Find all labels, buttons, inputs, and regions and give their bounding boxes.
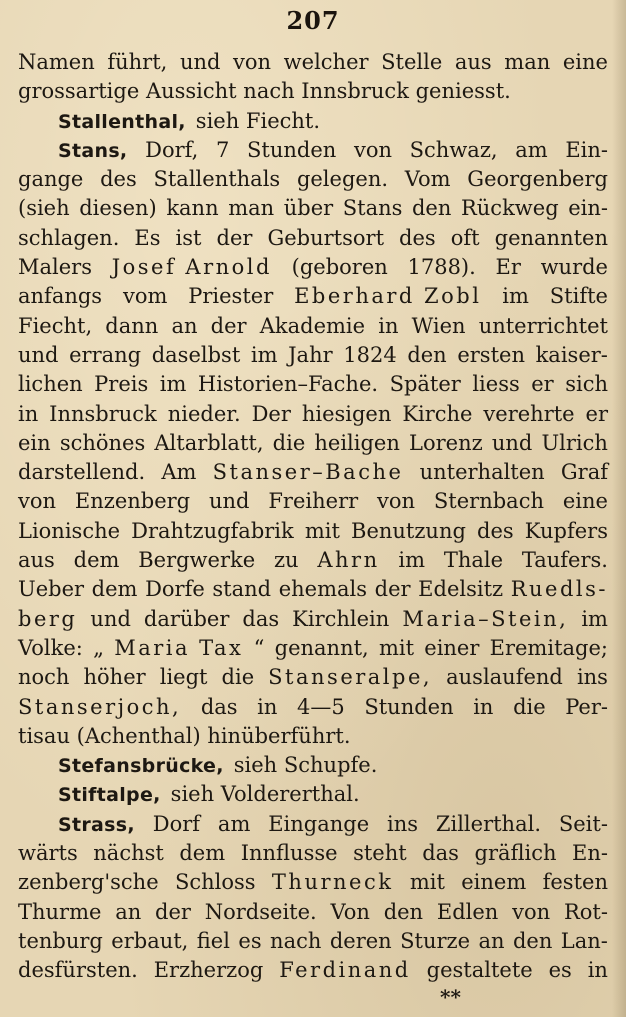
word: Er: [495, 255, 521, 280]
entry-headword: Stiftalpe,: [58, 784, 161, 807]
word: anfangs: [18, 284, 103, 309]
word: des: [100, 167, 137, 192]
word: errang: [69, 342, 142, 367]
word: ins: [387, 811, 419, 836]
word: im: [398, 548, 426, 573]
text-line: [18, 868, 608, 897]
text-line: [18, 839, 608, 868]
text-line: [18, 605, 608, 634]
text-line: [18, 487, 608, 516]
word: ein-: [568, 196, 608, 221]
word: Vom: [404, 167, 451, 192]
word: Fiecht,: [18, 313, 93, 338]
word: dem: [179, 841, 226, 866]
word: wärts: [18, 841, 78, 866]
word: Enzenberg: [74, 489, 191, 514]
entry-headword: Stans,: [58, 139, 128, 162]
word: Sturze: [400, 928, 471, 953]
word: Schloss: [174, 870, 256, 895]
word: „: [93, 635, 104, 660]
word: Drahtzugfabrik: [131, 518, 294, 543]
word: vom: [122, 284, 168, 309]
word: gelegen.: [296, 167, 389, 192]
word: in: [587, 958, 608, 983]
word: Der: [251, 401, 291, 426]
text-line: [18, 898, 608, 927]
text-line: [18, 312, 608, 341]
text-line: [18, 253, 608, 282]
word: des: [477, 518, 514, 543]
word: genannt,: [274, 635, 369, 660]
word: Edelsitz: [418, 577, 504, 602]
word: hiesigen: [301, 401, 392, 426]
word: er: [531, 372, 554, 397]
word: der: [374, 577, 411, 602]
word: auslaufend: [446, 665, 563, 690]
word: Preis: [94, 372, 149, 397]
word: den: [407, 342, 447, 367]
word: Lan-: [560, 928, 608, 953]
word: dann: [105, 313, 159, 338]
word: Benutzung: [351, 518, 466, 543]
spaced-name: Thurneck: [271, 870, 394, 895]
word: kann: [166, 196, 219, 221]
word: Innflusse: [240, 841, 338, 866]
body-text: [18, 48, 608, 986]
word: Stans: [342, 196, 403, 221]
word: schönes: [59, 430, 146, 455]
text-line: [18, 429, 608, 458]
word: Georgenberg: [467, 167, 608, 192]
word: Altarblatt,: [154, 430, 264, 455]
word: von: [353, 137, 392, 162]
word: und: [179, 50, 221, 74]
word: Innsbruck: [49, 401, 157, 426]
word: welcher: [283, 50, 369, 74]
word: im: [159, 372, 187, 397]
text-segment: sieh Schupfe.: [233, 753, 378, 778]
word: noch: [18, 665, 70, 690]
word: Kirche: [402, 401, 473, 426]
word: 4—5: [297, 694, 345, 719]
word: einer: [424, 635, 480, 660]
text-line: [18, 48, 608, 77]
text-line: [18, 634, 608, 663]
word: Nordseite.: [204, 899, 317, 924]
word: Es: [134, 225, 161, 250]
word: desfürsten.: [18, 958, 138, 983]
word: Seit-: [558, 811, 608, 836]
word: Eremitage;: [489, 635, 608, 660]
word: Kupfers: [524, 518, 608, 543]
word: deren: [329, 928, 392, 953]
word: Namen: [18, 50, 95, 74]
word: tenburg: [18, 928, 103, 953]
word: Per-: [565, 694, 608, 719]
word: mit: [409, 870, 445, 895]
word: 7: [215, 137, 230, 162]
word: im: [250, 342, 278, 367]
text-line: [18, 77, 608, 106]
entry-headword: Stallenthal,: [58, 110, 186, 133]
text-line: [18, 693, 608, 722]
word: der: [210, 313, 247, 338]
word: Edlen: [436, 899, 499, 924]
word: Stifte: [549, 284, 608, 309]
word: Am: [161, 460, 197, 485]
word: (geboren: [291, 255, 388, 280]
word: Später: [389, 372, 461, 397]
word: und: [18, 342, 59, 367]
spaced-name: Maria–Stein,: [402, 606, 569, 631]
text-line: [18, 194, 608, 223]
word: Ulrich: [541, 430, 608, 455]
word: in: [18, 401, 39, 426]
text-segment: sieh Voldererthal.: [170, 782, 360, 807]
word: Sternbach: [433, 489, 544, 514]
word: der: [216, 225, 253, 250]
word: Von: [330, 899, 370, 924]
word: ein: [18, 430, 51, 455]
word: Priester: [188, 284, 274, 309]
word: man: [228, 196, 275, 221]
text-line: [18, 722, 608, 751]
word: an: [115, 899, 142, 924]
word: Stallenthals: [153, 167, 281, 192]
word: von: [377, 489, 416, 514]
word: ins: [576, 665, 608, 690]
word: man: [504, 50, 551, 74]
word: Zillerthal.: [435, 811, 541, 836]
word: das: [242, 606, 280, 631]
word: aus: [454, 50, 492, 74]
word: En-: [572, 841, 608, 866]
word: den: [411, 196, 452, 221]
word: gange: [18, 167, 84, 192]
text-line: [18, 107, 608, 136]
text-line: [18, 165, 608, 194]
word: darüber: [143, 606, 230, 631]
text-line: [18, 517, 608, 546]
word: Stunden: [364, 694, 454, 719]
text-segment: tisau (Achenthal) hinüberführt.: [18, 723, 351, 748]
word: von: [233, 50, 272, 74]
word: am: [217, 811, 251, 836]
word: nächst: [93, 841, 164, 866]
word: die: [513, 694, 546, 719]
word: gestaltete: [426, 958, 533, 983]
word: darstellend.: [18, 460, 146, 485]
word: Freiherr: [268, 489, 359, 514]
word: er: [585, 401, 608, 426]
word: im: [581, 606, 608, 631]
word: liegt: [159, 665, 208, 690]
text-line: [18, 751, 608, 780]
spaced-name: Stanseralpe,: [268, 665, 433, 690]
signature-mark: **: [440, 985, 461, 1009]
word: lichen: [18, 372, 83, 397]
word: Lorenz: [409, 430, 483, 455]
text-line: [18, 400, 608, 429]
word: den: [383, 899, 424, 924]
spaced-name: Josef Arnold: [111, 255, 272, 280]
word: Geburtsort: [267, 225, 385, 250]
word: in: [378, 313, 399, 338]
word: führt,: [107, 50, 168, 74]
text-line: [18, 575, 608, 604]
word: Dorfe: [145, 577, 205, 602]
word: 1788).: [407, 255, 476, 280]
word: fiel: [196, 928, 230, 953]
spaced-name: Ruedls-: [510, 577, 608, 602]
word: unterrichtet: [478, 313, 608, 338]
word: Graf: [560, 460, 608, 485]
text-line: [18, 458, 608, 487]
spaced-name: Maria Tax: [114, 635, 244, 660]
word: Ein-: [565, 137, 608, 162]
word: Taufers.: [521, 548, 608, 573]
word: Bergwerke: [138, 548, 256, 573]
word: gräflich: [474, 841, 557, 866]
page-edge-shadow: [612, 0, 626, 1017]
word: zenberg'sche: [18, 870, 159, 895]
word: mit: [378, 635, 415, 660]
text-line: [18, 810, 608, 839]
word: Stelle: [381, 50, 443, 74]
text-line: [18, 663, 608, 692]
word: Historien–Fache.: [197, 372, 379, 397]
text-segment: grossartige Aussicht nach Innsbruck geniesst.: [18, 79, 511, 104]
word: Akademie: [259, 313, 366, 338]
word: Malers: [18, 255, 92, 280]
entry-headword: Strass,: [58, 813, 135, 836]
word: des: [399, 225, 436, 250]
word: dem: [73, 548, 120, 573]
word: daselbst: [151, 342, 241, 367]
word: mit: [304, 518, 340, 543]
word: und: [90, 606, 131, 631]
text-segment: sieh Fiecht.: [195, 108, 321, 133]
word: Thale: [443, 548, 504, 573]
word: Ueber: [18, 577, 85, 602]
text-line: [18, 136, 608, 165]
spaced-name: Eberhard Zobl: [294, 284, 482, 309]
word: aus: [18, 548, 55, 573]
word: festen: [542, 870, 608, 895]
word: in: [473, 694, 494, 719]
word: (sieh: [18, 196, 70, 221]
word: ersten: [457, 342, 525, 367]
word: Eingange: [268, 811, 370, 836]
text-line: [18, 341, 608, 370]
word: Thurme: [18, 899, 102, 924]
word: nach: [270, 928, 322, 953]
word: sich: [565, 372, 608, 397]
word: 1824: [343, 342, 397, 367]
word: am: [515, 137, 548, 162]
word: dem: [91, 577, 138, 602]
word: eine: [562, 489, 608, 514]
spaced-name: Stanser–Bache: [212, 460, 404, 485]
word: kaiser-: [535, 342, 608, 367]
spaced-name: Ahrn: [317, 548, 380, 573]
word: nieder.: [167, 401, 241, 426]
word: Jahr: [288, 342, 333, 367]
word: einem: [461, 870, 527, 895]
word: unterhalten: [419, 460, 545, 485]
word: das: [422, 841, 459, 866]
word: Dorf: [152, 811, 201, 836]
word: und: [491, 430, 533, 455]
word: Lionische: [18, 518, 121, 543]
word: ist: [175, 225, 202, 250]
word: die: [221, 665, 255, 690]
text-line: [18, 546, 608, 575]
word: Volke:: [18, 635, 83, 660]
spaced-name: Stanserjoch,: [18, 694, 182, 719]
text-line: [18, 224, 608, 253]
word: höher: [83, 665, 146, 690]
word: stand: [212, 577, 272, 602]
word: heiligen: [314, 430, 400, 455]
word: diesen): [79, 196, 157, 221]
word: Schwaz,: [409, 137, 498, 162]
word: “: [253, 635, 265, 660]
word: wurde: [540, 255, 608, 280]
word: Wien: [411, 313, 466, 338]
word: zu: [273, 548, 299, 573]
word: Rot-: [563, 899, 608, 924]
word: es: [238, 928, 262, 953]
word: und: [209, 489, 250, 514]
page-number: 207: [286, 6, 340, 35]
word: eine: [562, 50, 608, 74]
word: oft: [450, 225, 480, 250]
word: Kirchlein: [292, 606, 390, 631]
spaced-name: Ferdinand: [279, 958, 411, 983]
text-line: [18, 927, 608, 956]
word: liess: [472, 372, 520, 397]
text-line: [18, 282, 608, 311]
text-line: [18, 370, 608, 399]
word: der: [155, 899, 191, 924]
word: Dorf,: [145, 137, 199, 162]
word: von: [512, 899, 551, 924]
word: den: [512, 928, 553, 953]
word: genannten: [494, 225, 608, 250]
word: die: [272, 430, 306, 455]
word: in: [257, 694, 278, 719]
entry-headword: Stefansbrücke,: [58, 755, 224, 778]
text-line: [18, 956, 608, 985]
word: Rückweg: [460, 196, 559, 221]
word: das: [200, 694, 238, 719]
word: steht: [353, 841, 407, 866]
word: erbaut,: [111, 928, 189, 953]
word: im: [502, 284, 529, 309]
word: an: [171, 313, 198, 338]
spaced-name: berg: [18, 606, 78, 631]
word: verehrte: [483, 401, 575, 426]
word: es: [548, 958, 572, 983]
word: ehemals: [278, 577, 368, 602]
word: Stunden: [247, 137, 337, 162]
word: Erzherzog: [153, 958, 264, 983]
word: über: [283, 196, 334, 221]
word: schlagen.: [18, 225, 120, 250]
text-line: [18, 780, 608, 809]
word: an: [478, 928, 505, 953]
word: von: [18, 489, 57, 514]
